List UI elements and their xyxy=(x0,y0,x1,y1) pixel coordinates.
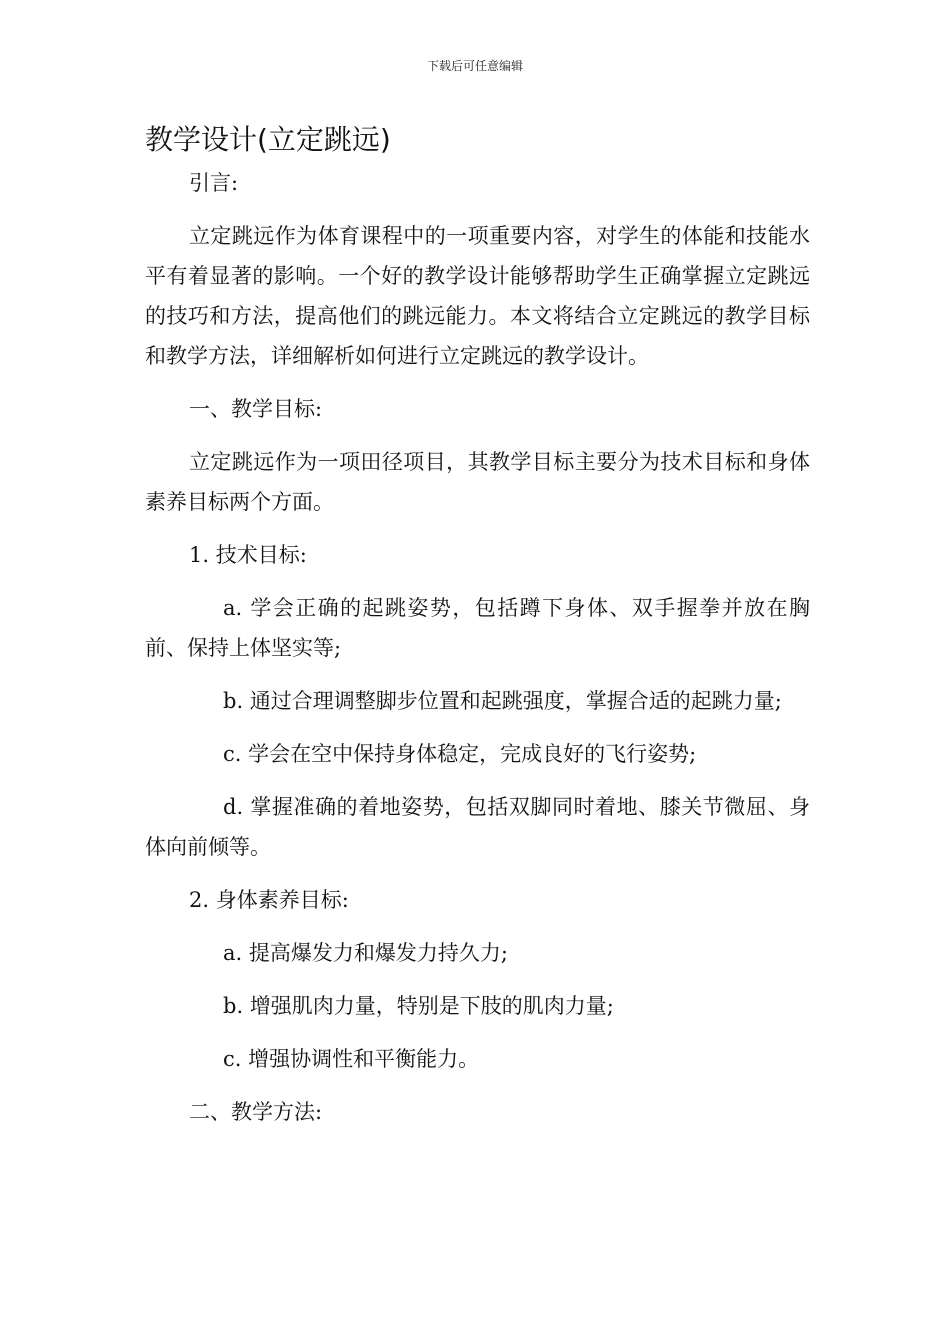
list-item: d. 掌握准确的着地姿势，包括双脚同时着地、膝关节微屈、身体向前倾等。 xyxy=(145,795,810,859)
subsection-heading-technical: 1. 技术目标: xyxy=(189,543,307,567)
subsection-heading-physical: 2. 身体素养目标: xyxy=(189,888,349,912)
document-title: 教学设计(立定跳远) xyxy=(145,123,391,156)
section-heading-goals: 一、教学目标: xyxy=(189,397,323,421)
intro-heading: 引言: xyxy=(189,171,239,195)
intro-paragraph: 立定跳远作为体育课程中的一项重要内容，对学生的体能和技能水平有着显著的影响。一个好的教学设计能够帮助学生正确掌握立定跳远的技巧和方法，提高他们的跳远能力。本文将结合立定跳远的教学目标和教学方法，详细解析如何进行立定跳远的教学设计。 xyxy=(145,224,810,368)
list-item: b. 通过合理调整脚步位置和起跳强度，掌握合适的起跳力量; xyxy=(223,689,782,713)
list-item: a. 学会正确的起跳姿势，包括蹲下身体、双手握拳并放在胸前、保持上体坚实等; xyxy=(145,596,810,660)
header-note: 下载后可任意编辑 xyxy=(426,59,523,73)
goals-paragraph: 立定跳远作为一项田径项目，其教学目标主要分为技术目标和身体素养目标两个方面。 xyxy=(145,450,810,514)
document-body xyxy=(145,163,810,1132)
list-item: b. 增强肌肉力量，特别是下肢的肌肉力量; xyxy=(223,994,614,1018)
list-item: c. 增强协调性和平衡能力。 xyxy=(223,1047,480,1071)
section-heading-methods: 二、教学方法: xyxy=(189,1100,323,1124)
list-item: c. 学会在空中保持身体稳定，完成良好的飞行姿势; xyxy=(223,742,697,766)
list-item: a. 提高爆发力和爆发力持久力; xyxy=(223,941,508,965)
